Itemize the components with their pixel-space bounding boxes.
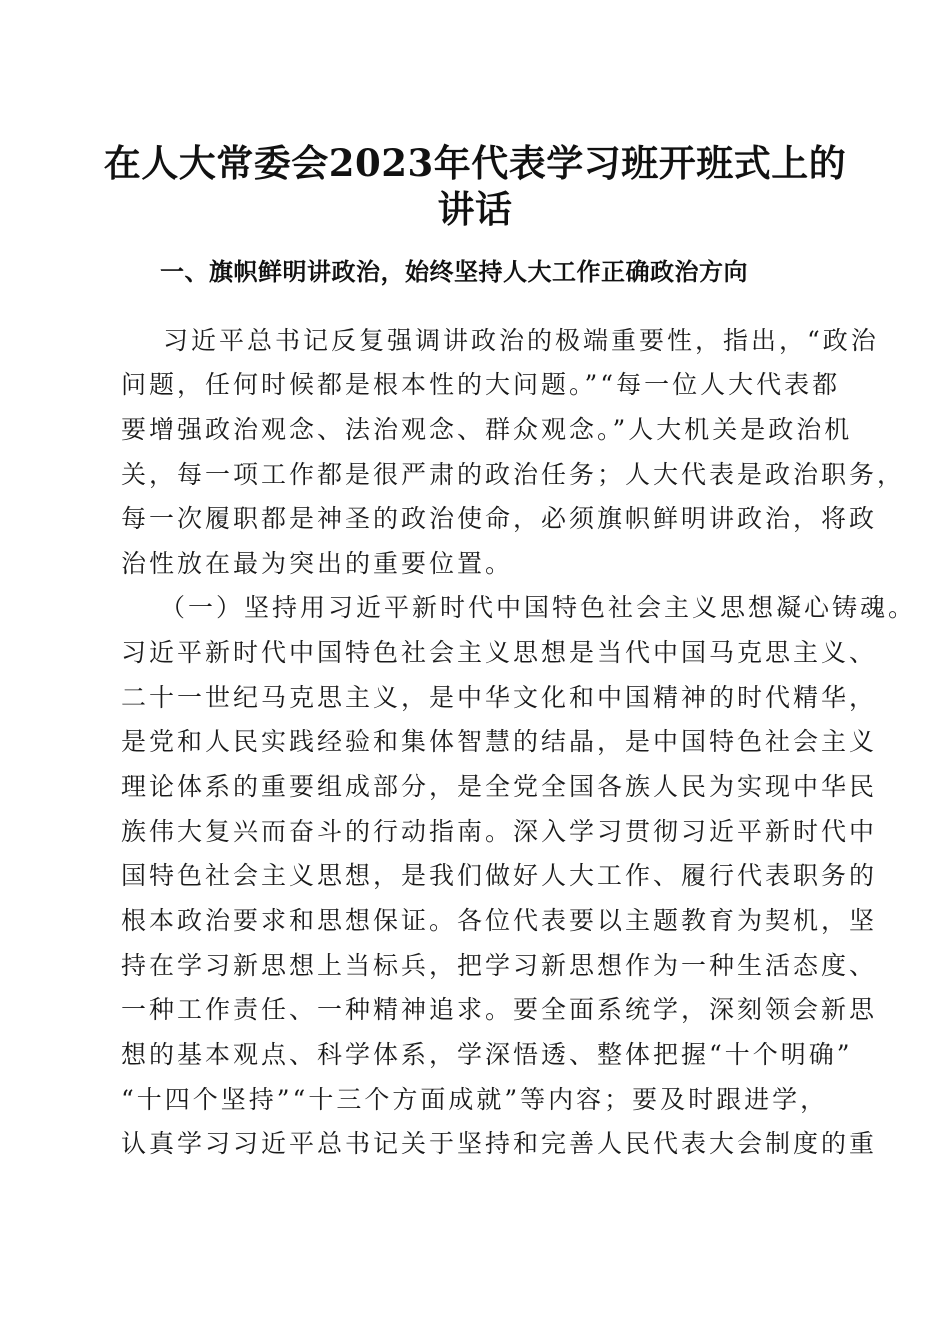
paragraph-line: 国特色社会主义思想，是我们做好人大工作、履行代表职务的 <box>121 861 878 890</box>
document-title-line-1: 在人大常委会2023年代表学习班开班式上的 <box>103 141 847 185</box>
paragraph-line: 每一次履职都是神圣的政治使命，必须旗帜鲜明讲政治，将政 <box>121 504 878 533</box>
section-heading: 一、旗帜鲜明讲政治，始终坚持人大工作正确政治方向 <box>160 258 748 286</box>
paragraph-line: 根本政治要求和思想保证。各位代表要以主题教育为契机，坚 <box>121 906 878 935</box>
paragraph-line: 想的基本观点、科学体系，学深悟透、整体把握“十个明确” <box>121 1040 853 1069</box>
paragraph-line: 一种工作责任、一种精神追求。要全面系统学，深刻领会新思 <box>121 995 878 1024</box>
paragraph-line: 问题，任何时候都是根本性的大问题。”“每一位人大代表都 <box>121 370 841 399</box>
document-title-line-2: 讲话 <box>437 187 513 231</box>
paragraph-line: 族伟大复兴而奋斗的行动指南。深入学习贯彻习近平新时代中 <box>121 817 878 846</box>
paragraph-line: “十四个坚持”“十三个方面成就”等内容；要及时跟进学， <box>121 1085 829 1114</box>
paragraph-line: 二十一世纪马克思主义，是中华文化和中国精神的时代精华， <box>121 683 878 712</box>
paragraph-line: （一）坚持用习近平新时代中国特色社会主义思想凝心铸魂。 <box>160 593 917 622</box>
paragraph-line: 要增强政治观念、法治观念、群众观念。”人大机关是政治机 <box>121 415 853 444</box>
paragraph-line: 关，每一项工作都是很严肃的政治任务；人大代表是政治职务， <box>121 460 906 489</box>
paragraph-line: 理论体系的重要组成部分，是全党全国各族人民为实现中华民 <box>121 772 878 801</box>
paragraph-line: 认真学习习近平总书记关于坚持和完善人民代表大会制度的重 <box>121 1129 878 1158</box>
paragraph-line: 治性放在最为突出的重要位置。 <box>121 549 514 578</box>
paragraph-line: 是党和人民实践经验和集体智慧的结晶，是中国特色社会主义 <box>121 727 878 756</box>
paragraph-line: 习近平新时代中国特色社会主义思想是当代中国马克思主义、 <box>121 638 878 667</box>
paragraph-line: 习近平总书记反复强调讲政治的极端重要性，指出，“政治 <box>163 326 879 355</box>
paragraph-line: 持在学习新思想上当标兵，把学习新思想作为一种生活态度、 <box>121 951 878 980</box>
